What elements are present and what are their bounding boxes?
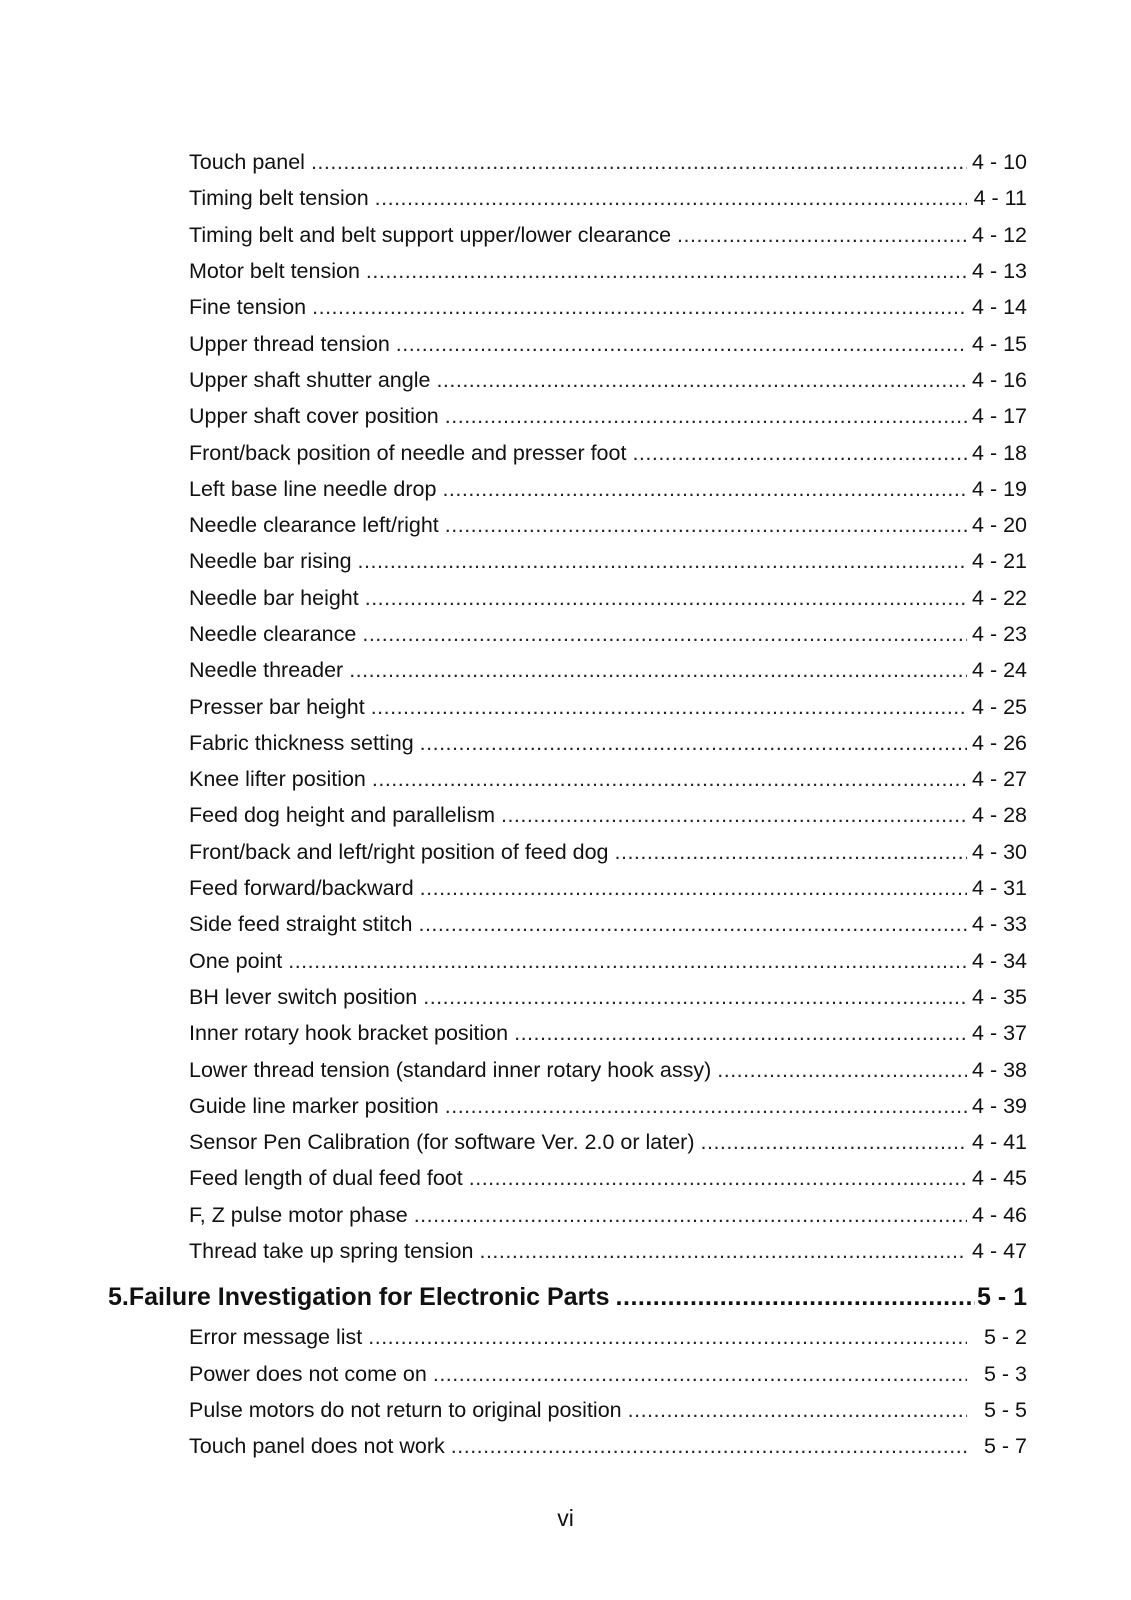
toc-entry[interactable] xyxy=(189,870,1027,906)
table-of-contents xyxy=(0,144,1131,1464)
toc-entry-title: Feed dog height and parallelism xyxy=(189,803,501,827)
toc-entry[interactable] xyxy=(189,1160,1027,1196)
toc-entry[interactable] xyxy=(189,1124,1027,1160)
toc-entry[interactable] xyxy=(189,1233,1027,1269)
dot-leader xyxy=(366,259,967,283)
dot-leader xyxy=(368,1325,967,1349)
toc-entry-page-number: 4 - 14 xyxy=(972,295,1027,320)
toc-entry-title: Motor belt tension xyxy=(189,259,366,283)
toc-entry[interactable] xyxy=(189,1015,1027,1051)
toc-entry[interactable] xyxy=(189,1356,1027,1392)
toc-entry-title: Needle clearance xyxy=(189,622,362,646)
toc-entry-title: Feed length of dual feed foot xyxy=(189,1166,469,1190)
toc-entry-page-number: 4 - 13 xyxy=(972,259,1027,284)
toc-entry-page-number: 4 - 19 xyxy=(972,476,1027,501)
dot-leader xyxy=(445,513,967,537)
toc-entry-title: Front/back position of needle and presser foot xyxy=(189,441,632,465)
dot-leader xyxy=(632,441,967,465)
toc-entry-page-number: 4 - 38 xyxy=(972,1057,1027,1082)
toc-entry-page-number: 4 - 47 xyxy=(972,1239,1027,1264)
toc-entry-title: Inner rotary hook bracket position xyxy=(189,1021,514,1045)
dot-leader xyxy=(311,150,967,174)
dot-leader xyxy=(628,1398,967,1422)
toc-entry-title: Power does not come on xyxy=(189,1362,433,1386)
toc-entry[interactable] xyxy=(189,979,1027,1015)
toc-entry[interactable] xyxy=(189,616,1027,652)
toc-entry-title: One point xyxy=(189,949,288,973)
toc-entry[interactable] xyxy=(189,325,1027,361)
toc-entry-title: Pulse motors do not return to original position xyxy=(189,1398,628,1422)
toc-entry[interactable] xyxy=(189,1319,1027,1355)
toc-entry-title: Fine tension xyxy=(189,295,312,319)
toc-entry-page-number: 4 - 31 xyxy=(972,876,1027,901)
toc-entry[interactable] xyxy=(189,507,1027,543)
toc-entry[interactable] xyxy=(189,688,1027,724)
toc-entry-page-number: 4 - 33 xyxy=(972,912,1027,937)
dot-leader xyxy=(451,1434,967,1458)
toc-entry[interactable] xyxy=(189,834,1027,870)
dot-leader xyxy=(615,840,967,864)
dot-leader xyxy=(445,404,967,428)
toc-entry-page-number: 4 - 20 xyxy=(972,513,1027,538)
dot-leader xyxy=(433,1362,967,1386)
toc-entry-page-number: 4 - 35 xyxy=(972,984,1027,1009)
toc-entry-page-number: 4 - 45 xyxy=(972,1166,1027,1191)
chapter-5-heading[interactable] xyxy=(108,1275,1027,1319)
toc-entry-page-number: 5 - 7 xyxy=(983,1434,1027,1459)
dot-leader xyxy=(414,1203,967,1227)
dot-leader xyxy=(358,549,967,573)
toc-entry-title: Lower thread tension (standard inner rotary hook assy) xyxy=(189,1058,717,1082)
dot-leader xyxy=(469,1166,967,1190)
dot-leader xyxy=(396,332,967,356)
dot-leader xyxy=(501,803,967,827)
toc-entry[interactable] xyxy=(189,1051,1027,1087)
toc-entry-page-number: 4 - 15 xyxy=(972,331,1027,356)
dot-leader xyxy=(362,622,967,646)
toc-entry[interactable] xyxy=(189,180,1027,216)
toc-entry[interactable] xyxy=(189,253,1027,289)
dot-leader xyxy=(312,295,967,319)
section-5-entry-list xyxy=(0,1319,1131,1464)
toc-entry[interactable] xyxy=(189,398,1027,434)
toc-entry-page-number: 4 - 26 xyxy=(972,730,1027,755)
toc-entry-page-number: 4 - 18 xyxy=(972,440,1027,465)
toc-entry-title: Needle bar rising xyxy=(189,549,358,573)
toc-entry-title: Left base line needle drop xyxy=(189,477,442,501)
dot-leader xyxy=(375,186,967,210)
dot-leader xyxy=(372,767,967,791)
toc-entry[interactable] xyxy=(189,1428,1027,1464)
toc-entry[interactable] xyxy=(189,217,1027,253)
toc-entry-page-number: 4 - 16 xyxy=(972,367,1027,392)
toc-entry-page-number: 5 - 2 xyxy=(983,1325,1027,1350)
toc-entry[interactable] xyxy=(189,943,1027,979)
dot-leader xyxy=(371,695,967,719)
page-footer-number: vi xyxy=(557,1505,574,1531)
dot-leader xyxy=(420,876,967,900)
toc-entry-title: F, Z pulse motor phase xyxy=(189,1203,414,1227)
toc-entry[interactable] xyxy=(189,144,1027,180)
dot-leader xyxy=(365,586,967,610)
dot-leader xyxy=(677,223,967,247)
toc-entry-title: Presser bar height xyxy=(189,695,371,719)
dot-leader xyxy=(420,731,967,755)
toc-entry-title: Thread take up spring tension xyxy=(189,1239,479,1263)
toc-entry[interactable] xyxy=(189,1088,1027,1124)
toc-entry-page-number: 4 - 41 xyxy=(972,1130,1027,1155)
toc-entry-page-number: 4 - 12 xyxy=(972,222,1027,247)
toc-entry[interactable] xyxy=(189,434,1027,470)
toc-entry-title: Feed forward/backward xyxy=(189,876,420,900)
toc-entry-page-number: 5 - 5 xyxy=(983,1397,1027,1422)
toc-entry-title: Error message list xyxy=(189,1325,368,1349)
dot-leader xyxy=(717,1058,967,1082)
toc-entry[interactable] xyxy=(189,797,1027,833)
toc-entry-title: Touch panel xyxy=(189,150,311,174)
toc-entry-page-number: 4 - 11 xyxy=(973,186,1027,211)
toc-entry-title: Knee lifter position xyxy=(189,767,372,791)
toc-entry-page-number: 4 - 28 xyxy=(972,803,1027,828)
dot-leader xyxy=(418,912,967,936)
dot-leader xyxy=(514,1021,967,1045)
toc-entry-page-number: 5 - 3 xyxy=(983,1361,1027,1386)
toc-entry-page-number: 4 - 21 xyxy=(972,549,1027,574)
toc-entry-title: Upper thread tension xyxy=(189,332,396,356)
dot-leader xyxy=(701,1130,968,1154)
toc-entry-title: BH lever switch position xyxy=(189,985,423,1009)
toc-entry[interactable] xyxy=(189,652,1027,688)
toc-entry-title: Upper shaft shutter angle xyxy=(189,368,436,392)
toc-entry-page-number: 4 - 34 xyxy=(972,948,1027,973)
toc-entry-title: Timing belt and belt support upper/lower clearance xyxy=(189,223,677,247)
toc-entry-title: Needle clearance left/right xyxy=(189,513,445,537)
toc-entry-page-number: 4 - 17 xyxy=(972,404,1027,429)
toc-entry[interactable] xyxy=(189,1392,1027,1428)
toc-entry-page-number: 4 - 39 xyxy=(972,1093,1027,1118)
toc-entry-page-number: 4 - 46 xyxy=(972,1202,1027,1227)
toc-entry-page-number: 4 - 23 xyxy=(972,622,1027,646)
dot-leader xyxy=(442,477,967,501)
chapter-page-number: 5 - 1 xyxy=(976,1282,1027,1311)
dot-leader xyxy=(288,949,967,973)
toc-entry-page-number: 4 - 27 xyxy=(972,767,1027,792)
toc-entry-title: Sensor Pen Calibration (for software Ver. 2.0 or later) xyxy=(189,1130,701,1154)
toc-entry-title: Guide line marker position xyxy=(189,1094,445,1118)
dot-leader xyxy=(436,368,967,392)
toc-entry[interactable] xyxy=(189,289,1027,325)
toc-entry-title: Needle bar height xyxy=(189,586,365,610)
toc-entry-title: Fabric thickness setting xyxy=(189,731,420,755)
toc-entry-title: Upper shaft cover position xyxy=(189,404,445,428)
dot-leader xyxy=(445,1094,967,1118)
dot-leader xyxy=(349,658,967,682)
toc-entry-title: Touch panel does not work xyxy=(189,1434,451,1458)
toc-entry[interactable] xyxy=(189,543,1027,579)
toc-entry[interactable] xyxy=(189,580,1027,616)
toc-entry-page-number: 4 - 37 xyxy=(972,1021,1027,1046)
chapter-title: Failure Investigation for Electronic Parts xyxy=(128,1282,610,1311)
toc-entry-title: Timing belt tension xyxy=(189,186,375,210)
toc-entry-page-number: 4 - 24 xyxy=(972,658,1027,683)
chapter-number: 5. xyxy=(108,1282,129,1311)
toc-entry[interactable] xyxy=(189,362,1027,398)
toc-entry-page-number: 4 - 22 xyxy=(972,585,1027,610)
toc-entry-page-number: 4 - 10 xyxy=(972,150,1027,175)
toc-entry-page-number: 4 - 30 xyxy=(972,839,1027,864)
toc-entry-page-number: 4 - 25 xyxy=(972,694,1027,719)
toc-entry-title: Front/back and left/right position of feed dog xyxy=(189,840,615,864)
dot-leader xyxy=(479,1239,967,1263)
dot-leader xyxy=(423,985,967,1009)
section-4-entry-list xyxy=(0,144,1131,1269)
toc-entry[interactable] xyxy=(189,471,1027,507)
toc-entry[interactable] xyxy=(189,1197,1027,1233)
toc-entry[interactable] xyxy=(189,725,1027,761)
toc-entry[interactable] xyxy=(189,906,1027,942)
toc-entry-title: Side feed straight stitch xyxy=(189,912,418,936)
toc-entry[interactable] xyxy=(189,761,1027,797)
dot-leader xyxy=(616,1283,975,1311)
toc-entry-title: Needle threader xyxy=(189,658,349,682)
